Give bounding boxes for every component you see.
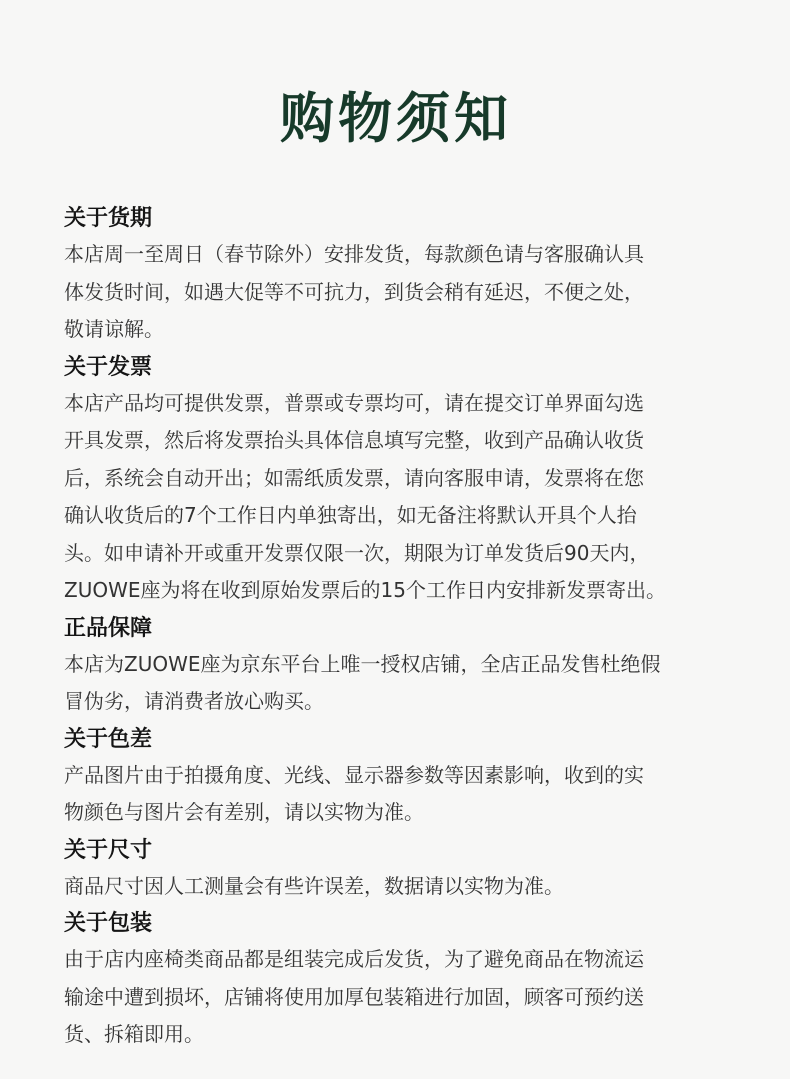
section-heading: 关于发票 [64, 354, 153, 380]
section-invoice [64, 351, 728, 610]
section-heading: 关于货期 [64, 206, 153, 231]
section-size [64, 834, 728, 906]
section-color-difference [64, 723, 728, 832]
section-body: 本店产品均可提供发票，普票或专票均可，请在提交订单界面勾选 开具发票，然后将发票抬头具体信息填写完整，收到产品确认收货 后，系统会自动开出；如需纸质发票，请向客服申请，发票将在您 确认收货后的7个工作日内单独寄出，如无备注将默认开具个人抬 头。如申请补开或重开发票仅限一次，期限为订单发货后90天内， ZUOWE座为将在收到原始发票后的15个工作日内安排新发票寄出。 [64, 390, 666, 602]
section-heading: 关于包装 [64, 911, 153, 936]
section-delivery-time [64, 202, 728, 349]
section-heading: 关于色差 [64, 726, 153, 752]
section-body: 本店周一至周日（春节除外）安排发货，每款颜色请与客服确认具 体发货时间，如遇大促等不可抗力，到货会稍有延迟，不便之处， 敬请谅解。 [64, 242, 644, 341]
section-authenticity [64, 612, 728, 721]
section-heading: 关于尺寸 [64, 837, 153, 863]
section-body: 由于店内座椅类商品都是组装完成后发货，为了避免商品在物流运 输途中遭到损坏，店铺将使用加厚包装箱进行加固，顾客可预约送 货、拆箱即用。 [64, 947, 644, 1046]
section-body: 产品图片由于拍摄角度、光线、显示器参数等因素影响，收到的实 物颜色与图片会有差别，请以实物为准。 [64, 762, 644, 824]
section-body: 商品尺寸因人工测量会有些许误差，数据请以实物为准。 [64, 873, 564, 898]
section-body: 本店为ZUOWE座为京东平台上唯一授权店铺，全店正品发售杜绝假 冒伪劣，请消费者放心购买。 [64, 651, 661, 713]
section-packaging [64, 907, 728, 1054]
page-title: 购物须知 [280, 87, 512, 150]
section-heading: 正品保障 [64, 615, 153, 641]
